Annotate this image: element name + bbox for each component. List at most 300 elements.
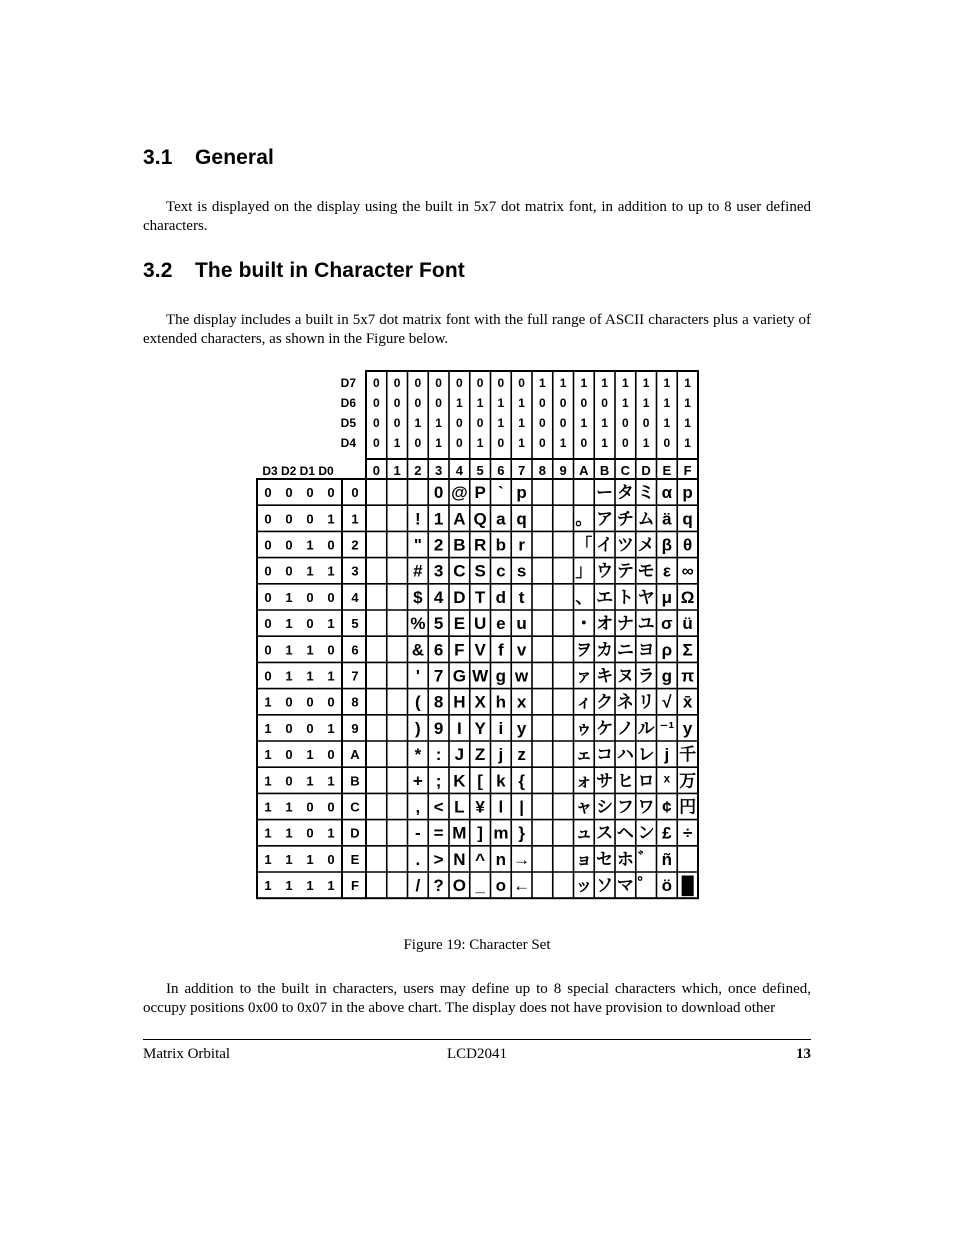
row-hex-a: A	[350, 747, 360, 763]
row-hex-5: 5	[351, 616, 359, 632]
glyph-cell: }	[518, 823, 525, 843]
column-bit: 0	[559, 416, 567, 430]
row-hex-1: 1	[351, 511, 359, 527]
row-bit: 1	[306, 563, 314, 579]
glyph-cell: 1	[433, 509, 444, 529]
glyph-cell: β	[661, 535, 673, 555]
row-bit: 1	[264, 747, 272, 763]
glyph-cell: ÷	[682, 823, 693, 843]
glyph-cell: u	[516, 614, 527, 634]
column-bit: 1	[559, 376, 567, 390]
row-bit: 0	[264, 616, 272, 632]
column-bit: 1	[476, 436, 484, 450]
row-bit: 0	[327, 537, 335, 553]
row-bit: 1	[264, 773, 272, 789]
column-bit: 0	[580, 436, 588, 450]
glyph-cell: マ	[616, 876, 634, 896]
row-bit: 1	[285, 851, 293, 867]
glyph-cell: ョ	[575, 849, 593, 869]
glyph-cell: ヒ	[616, 771, 634, 791]
column-hex-8: 8	[538, 463, 546, 478]
glyph-cell: ,	[415, 797, 421, 817]
column-hex-b: B	[599, 463, 610, 478]
row-bit: 1	[285, 642, 293, 658]
row-bit: 0	[327, 642, 335, 658]
row-hex-d: D	[350, 825, 360, 841]
section-title: The built in Character Font	[195, 259, 465, 282]
glyph-cell: w	[515, 666, 529, 686]
row-bit: 1	[306, 851, 314, 867]
glyph-cell: ャ	[575, 797, 593, 817]
row-bit: 0	[327, 589, 335, 605]
glyph-cell: Q	[473, 509, 487, 529]
glyph-cell: ゥ	[575, 718, 593, 738]
glyph-cell: μ	[661, 587, 673, 607]
glyph-cell: |	[519, 797, 525, 817]
glyph-cell: N	[453, 849, 466, 869]
row-bit: 0	[264, 563, 272, 579]
glyph-cell: I	[457, 718, 462, 738]
column-bit: 0	[414, 376, 422, 390]
column-bit: 0	[414, 396, 422, 410]
glyph-cell: 3	[433, 561, 444, 581]
glyph-cell: >	[433, 849, 444, 869]
column-hex-0: 0	[372, 463, 380, 478]
glyph-cell: Σ	[682, 640, 693, 660]
glyph-cell: ツ	[616, 535, 634, 555]
row-hex-c: C	[350, 799, 360, 815]
glyph-cell: $	[413, 587, 423, 607]
glyph-cell: ニ	[616, 640, 634, 660]
glyph-cell: D	[453, 587, 466, 607]
glyph-cell: p	[682, 483, 693, 503]
glyph-cell: 2	[433, 535, 444, 555]
glyph-cell: p	[516, 483, 527, 503]
glyph-cell: E	[453, 614, 466, 634]
glyph-cell: %	[410, 614, 426, 634]
glyph-cell: 万	[679, 771, 697, 791]
column-bit: 1	[518, 416, 525, 430]
glyph-cell: σ	[661, 614, 673, 634]
glyph-cell: ナ	[616, 614, 634, 634]
glyph-cell: コ	[596, 745, 614, 765]
glyph-cell: チ	[616, 509, 634, 529]
glyph-cell: 」	[575, 561, 593, 581]
column-bit: 1	[684, 376, 691, 390]
column-bit: 1	[601, 416, 608, 430]
column-bit: 0	[393, 396, 401, 410]
glyph-cell: ル	[637, 718, 655, 738]
bit-label-d4: D4	[340, 436, 356, 450]
column-hex-a: A	[579, 463, 589, 478]
glyph-cell: ?	[433, 876, 444, 896]
glyph-cell: ン	[637, 823, 655, 843]
column-hex-6: 6	[497, 463, 505, 478]
glyph-cell: 4	[433, 587, 444, 607]
glyph-cell: 5	[433, 614, 444, 634]
glyph-cell: ネ	[616, 692, 634, 712]
column-bit: 1	[393, 436, 401, 450]
column-bit: 1	[497, 416, 505, 430]
row-hex-9: 9	[351, 720, 359, 736]
glyph-cell: ゛	[637, 849, 655, 869]
row-hex-7: 7	[351, 668, 359, 684]
glyph-cell: j	[664, 745, 670, 765]
glyph-cell: P	[474, 483, 486, 503]
bit-label-d5: D5	[340, 416, 356, 430]
glyph-cell: サ	[596, 771, 614, 791]
row-bit: 0	[327, 799, 335, 815]
column-bit: 0	[559, 396, 567, 410]
glyph-cell: キ	[596, 666, 614, 686]
glyph-cell: o	[495, 876, 507, 896]
figure-caption: Figure 19: Character Set	[403, 937, 551, 953]
row-bit: 1	[327, 825, 335, 841]
row-bit: 1	[327, 563, 335, 579]
glyph-cell: ェ	[575, 745, 593, 765]
row-bit: 1	[327, 511, 335, 527]
row-hex-0: 0	[351, 485, 359, 501]
glyph-cell: ク	[596, 692, 614, 712]
glyph-cell: α	[661, 483, 673, 503]
column-bit: 1	[435, 416, 442, 430]
column-hex-1: 1	[393, 463, 401, 478]
glyph-cell: Z	[474, 745, 486, 765]
glyph-cell: @	[451, 483, 468, 503]
glyph-cell: 、	[575, 587, 593, 607]
column-bit: 0	[435, 396, 442, 410]
glyph-cell: ヲ	[575, 640, 593, 660]
column-bit: 0	[435, 376, 442, 390]
glyph-cell: *	[414, 745, 422, 765]
row-bit: 1	[306, 642, 314, 658]
row-bit: 0	[306, 485, 314, 501]
row-bit: 1	[264, 851, 272, 867]
column-bit: 1	[456, 396, 463, 410]
glyph-cell: 千	[679, 745, 697, 765]
glyph-cell: ε	[662, 561, 671, 581]
glyph-cell: フ	[616, 797, 634, 817]
column-hex-7: 7	[518, 463, 526, 478]
row-bit: 1	[327, 668, 335, 684]
row-bit: 1	[327, 720, 335, 736]
glyph-cell: x	[516, 692, 527, 712]
glyph-cell: x̄	[682, 692, 693, 712]
glyph-cell: ñ	[661, 849, 673, 869]
glyph-cell: T	[474, 587, 486, 607]
row-bit: 0	[285, 773, 293, 789]
glyph-cell: π	[681, 666, 695, 686]
column-bit: 0	[476, 416, 484, 430]
row-hex-e: E	[350, 851, 360, 867]
glyph-cell: d	[495, 587, 507, 607]
row-bit: 1	[306, 878, 314, 894]
glyph-cell: `	[498, 483, 504, 503]
glyph-cell: b	[495, 535, 507, 555]
row-bit: 1	[327, 616, 335, 632]
glyph-cell: g	[661, 666, 673, 686]
glyph-cell: ォ	[575, 771, 593, 791]
glyph-cell: ・	[575, 614, 593, 634]
row-bit: 1	[306, 747, 314, 763]
glyph-cell: ⁻¹	[659, 718, 675, 738]
column-bit: 0	[539, 396, 546, 410]
glyph-cell: g	[495, 666, 507, 686]
glyph-cell: .	[415, 849, 421, 869]
glyph-cell: ヤ	[637, 587, 655, 607]
glyph-cell: U	[473, 614, 487, 634]
glyph-cell: ]	[477, 823, 483, 843]
column-bit: 0	[497, 376, 505, 390]
column-bit: 0	[642, 416, 650, 430]
glyph-cell: S	[474, 561, 486, 581]
row-bit: 0	[264, 511, 272, 527]
glyph-cell: θ	[683, 535, 693, 555]
column-bit: 0	[414, 436, 422, 450]
glyph-cell: イ	[596, 535, 614, 555]
bit-label-d6: D6	[340, 396, 356, 410]
glyph-cell: L	[454, 797, 465, 817]
glyph-cell: セ	[596, 849, 614, 869]
column-bit: 1	[663, 416, 671, 430]
row-bit: 1	[264, 694, 272, 710]
glyph-cell: y	[682, 718, 693, 738]
row-bit: 0	[306, 694, 314, 710]
glyph-cell: h	[495, 692, 507, 712]
row-bit: 1	[264, 878, 272, 894]
glyph-cell: )	[415, 718, 421, 738]
glyph-cell: k	[496, 771, 506, 791]
column-bit: 0	[476, 376, 484, 390]
section-number: 3.2	[143, 259, 173, 282]
glyph-cell: V	[474, 640, 486, 660]
glyph-cell: C	[453, 561, 466, 581]
glyph-cell: ゜	[637, 876, 655, 896]
glyph-cell: s	[516, 561, 527, 581]
column-bit: 1	[580, 376, 588, 390]
glyph-cell: '	[415, 666, 420, 686]
glyph-cell: q	[516, 509, 527, 529]
column-bit: 1	[497, 396, 505, 410]
column-bit: 1	[684, 416, 691, 430]
glyph-cell: :	[435, 745, 442, 765]
glyph-cell: H	[453, 692, 466, 712]
column-bit: 0	[393, 416, 401, 430]
column-bit: 0	[601, 396, 608, 410]
row-bit: 0	[264, 642, 272, 658]
glyph-cell: Ω	[680, 587, 695, 607]
glyph-cell: 円	[679, 797, 697, 817]
column-bit: 0	[539, 436, 546, 450]
glyph-cell: ケ	[596, 718, 614, 738]
glyph-cell: +	[412, 771, 423, 791]
column-bit: 0	[580, 396, 588, 410]
glyph-cell: ←	[513, 876, 531, 896]
row-bit: 1	[285, 825, 293, 841]
row-hex-8: 8	[351, 694, 359, 710]
glyph-cell: ム	[637, 509, 655, 529]
column-hex-f: F	[683, 463, 692, 478]
row-bit: 1	[285, 616, 293, 632]
column-bit: 0	[456, 416, 463, 430]
glyph-cell: q	[682, 509, 693, 529]
column-hex-4: 4	[455, 463, 463, 478]
glyph-cell: M	[452, 823, 467, 843]
glyph-cell: ウ	[596, 561, 614, 581]
row-bit: 0	[285, 694, 293, 710]
row-bit: 0	[264, 668, 272, 684]
glyph-cell: {	[518, 771, 525, 791]
section-title: General	[195, 146, 274, 169]
column-hex-3: 3	[435, 463, 443, 478]
column-hex-2: 2	[414, 463, 422, 478]
glyph-cell: ス	[596, 823, 614, 843]
column-bit: 1	[559, 436, 567, 450]
glyph-cell: <	[433, 797, 444, 817]
column-bit: 1	[642, 376, 650, 390]
column-bit: 0	[518, 376, 525, 390]
glyph-cell: ヌ	[616, 666, 634, 686]
glyph-cell: W	[472, 666, 489, 686]
row-bit: 0	[327, 485, 335, 501]
glyph-cell: (	[415, 692, 421, 712]
glyph-cell: ユ	[637, 614, 655, 634]
row-bit: 0	[285, 747, 293, 763]
glyph-cell: テ	[616, 561, 634, 581]
glyph-cell: -	[415, 823, 421, 843]
character-font-paragraph: The display includes a built in 5x7 dot matrix font with the full range of ASCII characters plus a variety of extended characters, as shown in the Figure below.	[143, 312, 811, 347]
column-bit: 0	[373, 436, 380, 450]
glyph-cell: ト	[616, 587, 634, 607]
column-bit: 0	[622, 436, 629, 450]
glyph-cell: _	[475, 876, 485, 896]
column-bit: 1	[601, 376, 608, 390]
row-bit: 1	[285, 589, 293, 605]
column-bit: 1	[622, 396, 629, 410]
column-bit: 0	[622, 416, 629, 430]
column-bit: 1	[518, 396, 525, 410]
glyph-cell: £	[662, 823, 672, 843]
column-bit: 1	[518, 436, 525, 450]
glyph-cell: 0	[433, 483, 444, 503]
glyph-cell: t	[518, 587, 525, 607]
row-bit: 1	[264, 720, 272, 736]
row-hex-f: F	[351, 878, 359, 894]
row-bit: 0	[306, 511, 314, 527]
row-bit: 0	[306, 825, 314, 841]
glyph-cell: i	[498, 718, 504, 738]
row-bit: 0	[285, 511, 293, 527]
column-bit: 0	[373, 376, 380, 390]
row-bit: 0	[285, 720, 293, 736]
glyph-cell: r	[518, 535, 525, 555]
glyph-cell: ρ	[661, 640, 673, 660]
row-bit: 0	[327, 747, 335, 763]
row-bit: 0	[285, 485, 293, 501]
column-hex-9: 9	[559, 463, 567, 478]
column-hex-5: 5	[476, 463, 484, 478]
column-bit: 0	[456, 376, 463, 390]
row-bit: 0	[264, 589, 272, 605]
glyph-cell: 9	[433, 718, 444, 738]
row-bit: 1	[306, 773, 314, 789]
glyph-cell: カ	[596, 640, 614, 660]
column-bit: 1	[684, 436, 691, 450]
glyph-cell: ハ	[616, 745, 634, 765]
glyph-cell: "	[413, 535, 422, 555]
column-bit: 0	[393, 376, 401, 390]
glyph-cell: ワ	[637, 797, 655, 817]
bit-label-d7: D7	[340, 376, 356, 390]
glyph-cell: 8	[433, 692, 444, 712]
glyph-cell: l	[498, 797, 504, 817]
column-bit: 0	[663, 436, 671, 450]
glyph-cell: F	[454, 640, 465, 660]
glyph-cell: v	[516, 640, 527, 660]
column-hex-e: E	[662, 463, 672, 478]
glyph-cell: ュ	[575, 823, 593, 843]
glyph-cell: ä	[662, 509, 672, 529]
column-bit: 1	[622, 376, 629, 390]
row-bit: 1	[285, 668, 293, 684]
glyph-cell: K	[453, 771, 466, 791]
footer-rule	[143, 1039, 811, 1040]
row-bit: 0	[306, 616, 314, 632]
general-paragraph: Text is displayed on the display using the built in 5x7 dot matrix font, in addition to up to 8 user defined characters.	[143, 199, 811, 234]
row-bit: 0	[264, 537, 272, 553]
row-bit: 1	[327, 878, 335, 894]
glyph-cell: R	[473, 535, 487, 555]
column-bit: 1	[476, 396, 484, 410]
row-hex-4: 4	[351, 589, 359, 605]
glyph-cell: ッ	[575, 876, 593, 896]
row-bit: 1	[306, 668, 314, 684]
row-hex-3: 3	[351, 563, 359, 579]
glyph-cell: メ	[637, 535, 655, 555]
glyph-cell: /	[415, 876, 421, 896]
glyph-cell: █	[681, 876, 694, 896]
glyph-cell: z	[517, 745, 526, 765]
glyph-cell: 。	[575, 509, 593, 529]
glyph-cell: ロ	[637, 771, 655, 791]
glyph-cell: [	[477, 771, 483, 791]
column-bit: 0	[373, 396, 380, 410]
column-bit: 1	[601, 436, 608, 450]
column-bit: 1	[663, 396, 671, 410]
glyph-cell: y	[516, 718, 527, 738]
column-bit: 0	[539, 416, 546, 430]
glyph-cell: ヨ	[637, 640, 655, 660]
row-bit: 1	[285, 878, 293, 894]
glyph-cell: ^	[475, 849, 486, 869]
column-hex-c: C	[620, 463, 631, 478]
row-bit: 0	[306, 799, 314, 815]
column-bit: 1	[435, 436, 442, 450]
row-hex-6: 6	[351, 642, 359, 658]
row-bit: 0	[327, 851, 335, 867]
glyph-cell: ∞	[681, 561, 694, 581]
glyph-cell: ホ	[616, 849, 634, 869]
glyph-cell: 「	[575, 535, 593, 555]
column-bit: 1	[539, 376, 546, 390]
glyph-cell: ˣ	[663, 771, 670, 791]
glyph-cell: A	[453, 509, 466, 529]
column-bit: 0	[497, 436, 505, 450]
glyph-cell: ;	[435, 771, 442, 791]
glyph-cell: ソ	[596, 876, 614, 896]
glyph-cell: オ	[596, 614, 614, 634]
glyph-cell: f	[498, 640, 504, 660]
